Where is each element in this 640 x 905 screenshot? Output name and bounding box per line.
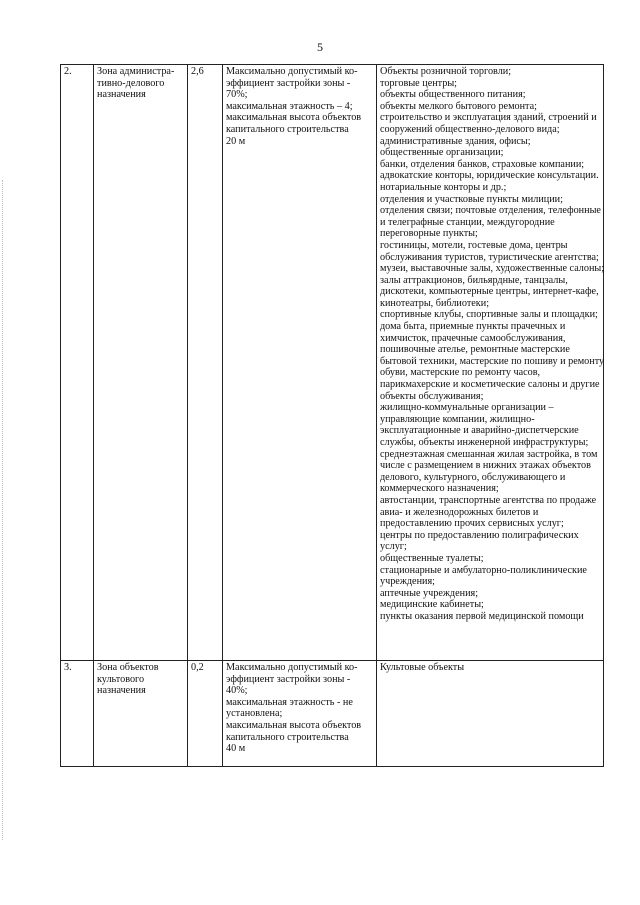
- zone-permitted-uses-line: химчисток, прачечные самообслуживания,: [380, 332, 566, 344]
- zone-permitted-uses-line: отделения связи; почтовые отделения, телефонные: [380, 205, 601, 217]
- zone-parameters-line: 40%;: [226, 685, 248, 697]
- zone-permitted-uses-line: и телеграфные станции, междугородние: [380, 216, 555, 228]
- zone-permitted-uses-line: автостанции, транспортные агентства по продаже: [380, 494, 597, 506]
- zone-permitted-uses-line: дома быта, приемные пункты прачечных и: [380, 321, 566, 333]
- zone-permitted-uses-line: учреждения;: [380, 576, 435, 588]
- zone-name: [94, 65, 188, 661]
- zone-permitted-uses-line: центры по предоставлению полиграфических: [380, 529, 579, 541]
- zone-permitted-uses-line: переговорные пункты;: [380, 228, 478, 240]
- zone-area: 2,6: [188, 65, 223, 661]
- zone-parameters-line: капитального строительства: [226, 731, 349, 743]
- zone-permitted-uses-line: аптечные учреждения;: [380, 587, 479, 599]
- zone-row: [61, 65, 604, 661]
- zone-permitted-uses-line: адвокатские конторы, юридические консультации.: [380, 170, 599, 182]
- zone-name-line: назначения: [97, 685, 146, 697]
- zone-permitted-uses-line: бытовой техники, мастерские по пошиву и ремонту: [380, 355, 605, 367]
- zone-permitted-uses-line: объекты общественного питания;: [380, 89, 526, 101]
- zone-permitted-uses-line: спортивные клубы, спортивные залы и площадки;: [380, 309, 598, 321]
- zone-permitted-uses-line: отделения и участковые пункты милиции;: [380, 193, 563, 205]
- zone-permitted-uses-line: Культовые объекты: [380, 662, 465, 673]
- page-number: 5: [317, 40, 323, 54]
- zone-parameters-line: установлена;: [226, 708, 283, 720]
- zone-permitted-uses-line: парикмахерские и косметические салоны и другие: [380, 379, 600, 391]
- zone-parameters-line: Максимально допустимый ко-: [226, 66, 358, 77]
- zone-permitted-uses-line: среднеэтажная смешанная жилая застройка, в том: [380, 448, 598, 460]
- zone-permitted-uses-line: объекты обслуживания;: [380, 390, 484, 402]
- zone-permitted-uses-line: общественные организации;: [380, 147, 504, 159]
- zone-parameters-line: 40 м: [226, 743, 246, 755]
- zone-parameters-line: 20 м: [226, 135, 246, 147]
- zone-permitted-uses-line: нотариальные конторы и др.;: [380, 181, 507, 193]
- zone-permitted-uses: [377, 661, 604, 767]
- zone-permitted-uses-line: залы аттракционов, бильярдные, танцзалы,: [380, 274, 568, 286]
- zone-permitted-uses-line: числе с размещением в нижних этажах объектов: [380, 460, 591, 472]
- zones-table-body: [61, 65, 604, 767]
- zone-permitted-uses-line: обслуживания туристов, туристические агентства;: [380, 251, 599, 263]
- zone-permitted-uses-line: эксплуатационные и аварийно-диспетчерские: [380, 425, 579, 437]
- zone-parameters-line: эффициент застройки зоны -: [226, 77, 351, 89]
- zone-parameters-line: эффициент застройки зоны -: [226, 673, 351, 685]
- zone-permitted-uses-line: стационарные и амбулаторно-поликлинические: [380, 564, 587, 576]
- zone-name-line: назначения: [97, 89, 146, 101]
- zone-permitted-uses-line: жилищно-коммунальные организации –: [380, 402, 554, 414]
- zone-permitted-uses-line: торговые центры;: [380, 77, 458, 89]
- scan-edge-artifact: [2, 180, 4, 840]
- zone-row: [61, 661, 604, 767]
- zone-name-line: Зона администра-: [97, 66, 175, 77]
- zones-table: [60, 64, 604, 767]
- zone-permitted-uses-line: обуви, мастерские по ремонту часов,: [380, 367, 541, 379]
- zone-permitted-uses-line: Объекты розничной торговли;: [380, 66, 512, 77]
- zone-permitted-uses-line: сооружений общественно-делового вида;: [380, 123, 560, 135]
- zone-permitted-uses-line: коммерческого назначения;: [380, 483, 499, 495]
- zone-parameters-line: максимальная этажность - не: [226, 696, 353, 708]
- zone-parameters-line: максимальная этажность – 4;: [226, 100, 353, 112]
- zone-permitted-uses-line: банки, отделения банков, страховые компании;: [380, 158, 585, 170]
- zone-permitted-uses-line: медицинские кабинеты;: [380, 599, 484, 611]
- zone-permitted-uses: [377, 65, 604, 661]
- zone-parameters-line: 70%;: [226, 89, 248, 101]
- zone-parameters-line: максимальная высота объектов: [226, 719, 362, 731]
- zone-parameters: [223, 661, 377, 767]
- zone-number: 3.: [61, 661, 94, 767]
- zone-permitted-uses-line: административные здания, офисы;: [380, 135, 531, 147]
- zone-name-line: культового: [97, 673, 145, 685]
- zone-permitted-uses-line: службы, объекты инженерной инфраструктуры;: [380, 437, 589, 448]
- zone-permitted-uses-line: авиа- и железнодорожных билетов и: [380, 506, 539, 518]
- zone-number: 2.: [61, 65, 94, 661]
- zone-permitted-uses-line: делового, культурного, обслуживающего и: [380, 471, 566, 483]
- zone-permitted-uses-line: управляющие компании, жилищно-: [380, 413, 535, 425]
- zone-permitted-uses-line: пошивочные ателье, ремонтные мастерские: [380, 344, 570, 356]
- zone-permitted-uses-line: общественные туалеты;: [380, 552, 484, 564]
- zone-name-line: Зона объектов: [97, 662, 159, 673]
- zone-parameters: [223, 65, 377, 661]
- zone-parameters-line: максимальная высота объектов: [226, 112, 362, 124]
- zone-permitted-uses-line: услуг;: [380, 541, 407, 553]
- zone-permitted-uses-line: кинотеатры, библиотеки;: [380, 297, 490, 309]
- zone-permitted-uses-line: музеи, выставочные залы, художественные салоны;: [380, 263, 605, 275]
- zone-area: 0,2: [188, 661, 223, 767]
- zone-name: [94, 661, 188, 767]
- zone-name-line: тивно-делового: [97, 77, 165, 89]
- zone-parameters-line: Максимально допустимый ко-: [226, 662, 358, 673]
- zone-permitted-uses-line: гостиницы, мотели, гостевые дома, центры: [380, 239, 568, 251]
- zone-permitted-uses-line: дискотеки, компьютерные центры, интернет-кафе,: [380, 286, 599, 298]
- zone-permitted-uses-line: объекты мелкого бытового ремонта;: [380, 100, 537, 112]
- zone-permitted-uses-line: пункты оказания первой медицинской помощи: [380, 610, 584, 622]
- zone-permitted-uses-line: строительство и эксплуатация зданий, строений и: [380, 112, 597, 124]
- zone-parameters-line: капитального строительства: [226, 123, 349, 135]
- zone-permitted-uses-line: предоставлению прочих сервисных услуг;: [380, 518, 564, 530]
